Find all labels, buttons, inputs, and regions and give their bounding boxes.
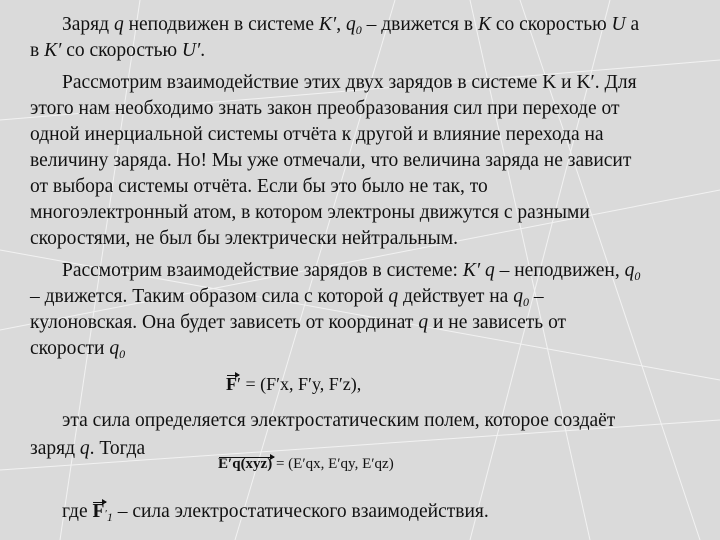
text-line: скоростями, не был бы электрически нейтральным. (30, 228, 458, 249)
text-line: Рассмотрим взаимодействие этих двух зарядов в системе K и K′. Для (62, 72, 637, 93)
force-formula: F′ = (F′x, F′y, F′z), (226, 374, 362, 394)
text-line: этого нам необходимо знать закон преобразования сил при переходе от (30, 98, 620, 119)
text-line: – движется. Таким образом сила с которой q действует на $q_0$ – (30, 286, 544, 309)
force-vector-symbol: F (92, 501, 105, 522)
text-line: в K′ со скоростью U′. (30, 40, 206, 61)
text-line: Рассмотрим взаимодействие зарядов в системе: K′ q – неподвижен, $q_0$ (62, 260, 641, 283)
text-line: Заряд q неподвижен в системе K′, $q_0$ – движется в K со скоростью U а (62, 14, 640, 37)
text-line: скорости $q_0$ (30, 338, 126, 361)
field-formula: E′q(xyz) = (E′qx, E′qy, E′qz) (218, 456, 394, 472)
text-line: одной инерциальной системы отчёта к другой и влияние перехода на (30, 124, 604, 145)
text-line: эта сила определяется электростатическим полем, которое создаёт (62, 410, 616, 431)
text-line: заряд q. Тогда (30, 438, 146, 459)
text-line: многоэлектронный атом, в котором электроны движутся с разными (30, 202, 590, 223)
text-line: кулоновская. Она будет зависеть от координат q и не зависеть от (30, 312, 567, 333)
text-line: от выбора системы отчёта. Если бы это было не так, то (30, 176, 488, 197)
text-line: величину заряда. Но! Мы уже отмечали, что величина заряда не зависит (30, 150, 632, 171)
text-line: где $F'_1$ – сила электростатического взаимодействия. (62, 501, 489, 524)
